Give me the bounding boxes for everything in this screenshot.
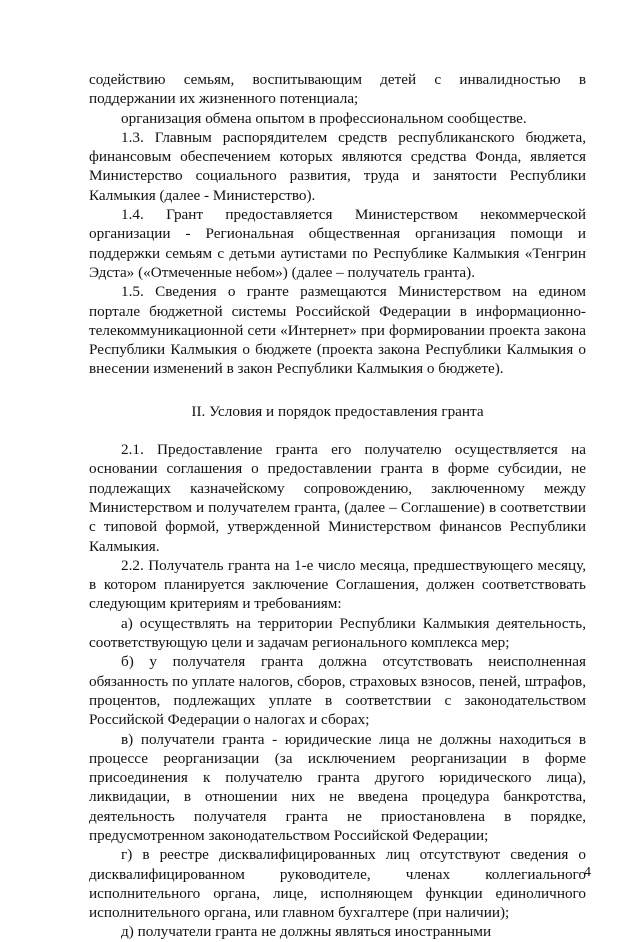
paragraph-1-3: 1.3. Главным распорядителем средств республиканского бюджета, финансовым обеспечением которых являются средства Фонда, является Министерство социального развития, труда и занятости Республики Калмыкия (далее - Министерство). bbox=[89, 128, 586, 204]
paragraph-experience-exchange: организация обмена опытом в профессиональном сообществе. bbox=[121, 109, 527, 127]
section-heading: II. Условия и порядок предоставления гранта bbox=[191, 402, 484, 420]
page-number: 4 bbox=[584, 865, 591, 880]
list-item-b: б) у получателя гранта должна отсутствовать неисполненная обязанность по уплате налогов, сборов, страховых взносов, пеней, штрафов, процентов, подлежащих уплате в соответствии с законодательством Российской Федерации о налогах и сборах; bbox=[89, 653, 586, 729]
spacer bbox=[89, 421, 586, 440]
list-item-g: г) в реестре дисквалифицированных лиц отсутствуют сведения о дисквалифицированном руководителе, членах коллегиального исполнительного органа, лице, исполняющем функции единоличного исполнительного органа, или главном бухгалтере (при наличии); bbox=[89, 846, 586, 922]
list-item-v: в) получатели гранта - юридические лица не должны находиться в процессе реорганизации (за исключением реорганизации в форме присоединения к получателю гранта другого юридического лица), ликвидации, в отношении них не введена процедура банкротства, деятельность получателя гранта не приостановлена в порядке, предусмотренном законодательством Российской Федерации; bbox=[89, 730, 586, 844]
paragraph-2-1: 2.1. Предоставление гранта его получателю осуществляется на основании соглашения о предоставлении гранта в форме субсидии, не подлежащих казначейскому сопровождению, заключенному между Министерством и получателем гранта, (далее – Соглашение) в соответствии с типовой формой, утвержденной Министерством финансов Республики Калмыкия. bbox=[89, 441, 586, 555]
paragraph-continuation: содействию семьям, воспитывающим детей с инвалидностью в поддержании их жизненного потенциала; bbox=[89, 71, 586, 108]
list-item-d: д) получатели гранта не должны являться иностранными bbox=[121, 923, 492, 941]
paragraph-1-4: 1.4. Грант предоставляется Министерством некоммерческой организации - Региональная общественная организация помощи и поддержки семьям с детьми аутистами по Республике Калмыкия «Тенгрин Эдста» («Отмеченные небом») (далее – получатель гранта). bbox=[89, 206, 586, 281]
paragraph-2-2: 2.2. Получатель гранта на 1-е число месяца, предшествующего месяцу, в котором планируется заключение Соглашения, должен соответствовать следующим критериям и требованиям: bbox=[89, 556, 586, 613]
list-item-a: а) осуществлять на территории Республики Калмыкия деятельность, соответствующую цели и задачам регионального комплекса мер; bbox=[89, 614, 586, 652]
document-body bbox=[89, 70, 586, 942]
spacer bbox=[89, 379, 586, 402]
paragraph-1-5: 1.5. Сведения о гранте размещаются Министерством на едином портале бюджетной системы Российской Федерации в информационно-телекоммуникационной сети «Интернет» при формировании проекта закона Республики Калмыкия о бюджете (проекта закона Республики Калмыкия о внесении изменений в закон Республики Калмыкия о бюджете). bbox=[89, 283, 586, 378]
